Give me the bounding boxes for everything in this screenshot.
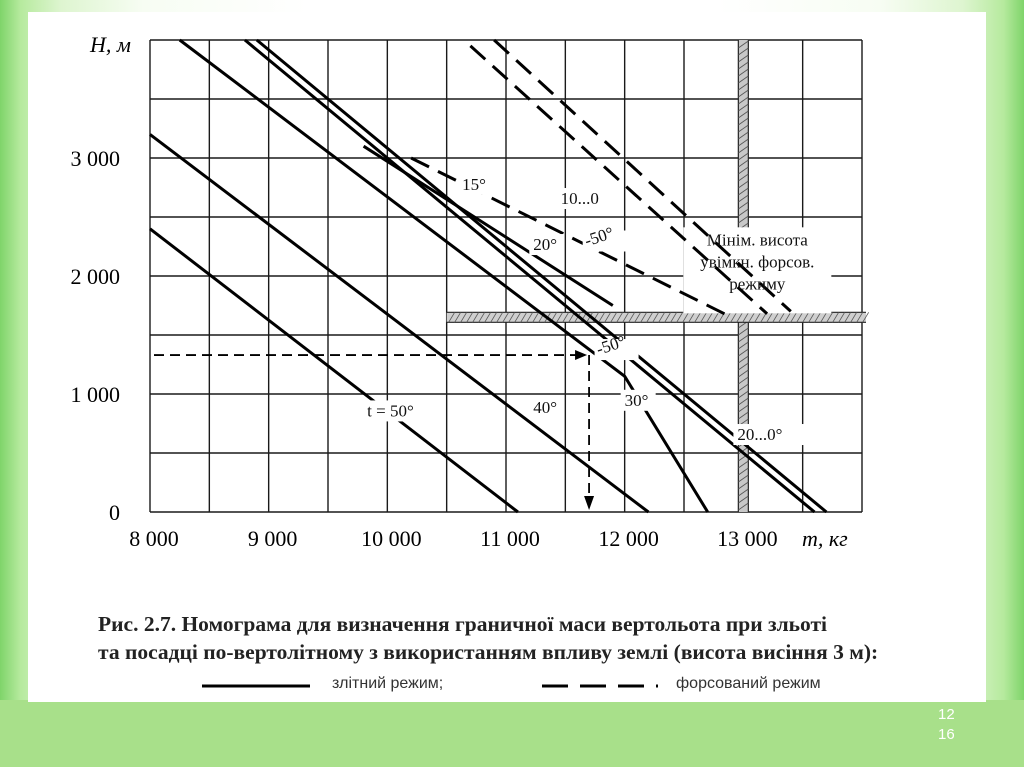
x-tick-label: 13 000 [717,526,778,551]
curve-label: 40° [533,397,558,417]
legend-dashed-swatch [540,674,660,698]
x-tick-label: 8 000 [129,526,179,551]
x-tick-label: 10 000 [361,526,422,551]
figure-caption [98,610,998,666]
min-height-label: режиму [729,274,786,294]
y-axis-title: H, м [90,32,131,57]
curve-label: t = 50° [367,401,414,421]
caption-line-2: та посадці по-вертолітному з використанням впливу землі (висота висіння 3 м): [98,640,879,664]
x-tick-label: 12 000 [598,526,659,551]
curve-label: 20...0° [737,425,783,445]
series-line-forced-7 [470,46,767,314]
min-height-label: увімкн. форсов. [700,252,815,272]
y-tick-label: 0 [109,500,120,525]
min-height-label: Мінім. висота [706,230,808,250]
page-number-bottom: 16 [938,726,955,743]
example-arrow-head [575,350,587,360]
curve-label: -50° [582,223,616,251]
legend-solid-swatch [200,674,312,698]
curve-label: 20° [533,235,558,255]
y-tick-label: 2 000 [70,264,120,289]
curve-label: 30° [624,390,649,410]
x-tick-label: 9 000 [247,526,298,551]
example-arrow-head [584,496,594,510]
nomogram-chart [28,12,986,602]
curve-label: 15° [462,174,486,194]
series-line-takeoff-5 [364,146,613,305]
x-tick-label: 11 000 [480,526,540,551]
slide [28,12,986,702]
legend-dashed-label: форсований режим [676,675,821,692]
bottom-band [0,700,1024,767]
page-number-top: 12 [938,706,955,723]
y-tick-label: 3 000 [70,146,120,171]
x-axis-title: m, кг [802,526,848,551]
legend-solid-label: злітний режим; [332,675,444,692]
curve-label: 10...0 [560,189,599,209]
caption-line-1: Рис. 2.7. Номограма для визначення граничної маси вертольота при зльоті [98,612,828,636]
y-tick-label: 1 000 [70,382,120,407]
curve-label: -50° [593,331,628,359]
